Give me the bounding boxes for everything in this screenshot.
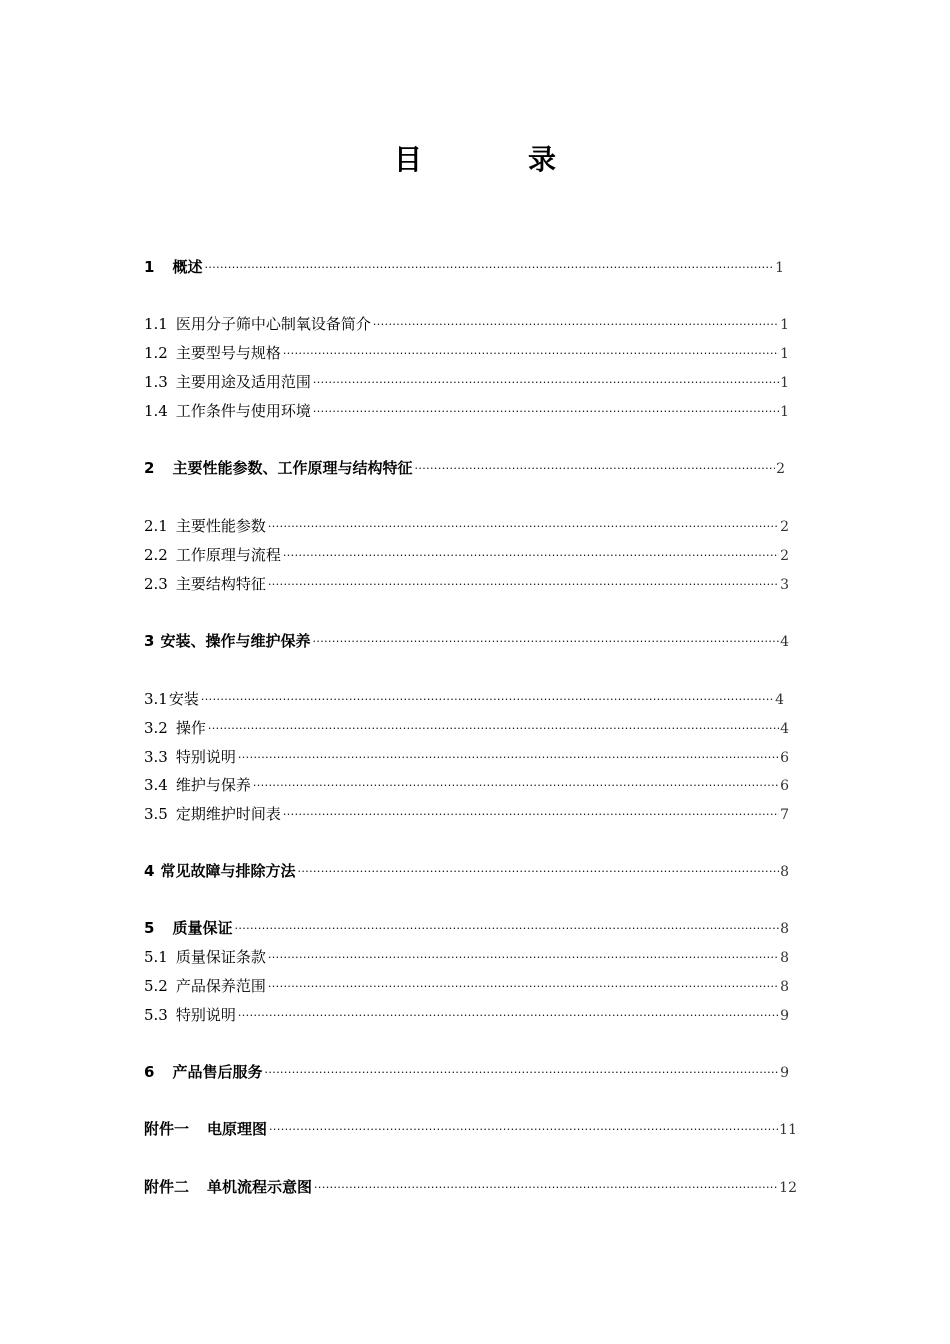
toc-entry-title: 安装、操作与维护保养 <box>160 632 311 650</box>
toc-entry-number: 1.3 <box>144 373 168 391</box>
toc-entry-page: 1 <box>780 404 789 420</box>
toc-entry-page: 8 <box>780 979 789 995</box>
toc-entry-page: 7 <box>780 807 789 823</box>
toc-entry[interactable] <box>144 774 789 796</box>
toc-entry-title: 主要结构特征 <box>175 575 266 593</box>
toc-entry-page: 1 <box>780 375 789 391</box>
toc-entry[interactable] <box>144 400 789 422</box>
toc-entry[interactable] <box>144 860 789 882</box>
toc-entry-number: 附件一 <box>144 1120 190 1138</box>
toc-entry-title: 常见故障与排除方法 <box>160 862 296 880</box>
toc-entry-page: 4 <box>780 721 789 737</box>
toc-entry[interactable] <box>144 630 789 652</box>
toc-entry-number: 1.4 <box>144 402 168 420</box>
toc-entry-label <box>144 975 268 996</box>
toc-leader-dots <box>414 463 775 474</box>
toc-entry-number: 3.3 <box>144 748 168 766</box>
toc-leader-dots <box>313 406 779 417</box>
toc-entry-page: 1 <box>775 260 784 276</box>
toc-entry-title: 工作原理与流程 <box>175 546 281 564</box>
toc-entry-label <box>144 573 268 594</box>
toc-entry-title: 定期维护时间表 <box>175 805 281 823</box>
toc-entry-title: 特别说明 <box>175 748 236 766</box>
toc-entry[interactable] <box>144 946 789 968</box>
toc-entry-title: 电原理图 <box>207 1120 268 1138</box>
toc-entry-label <box>144 256 204 277</box>
toc-entry-number: 3.1 <box>144 690 168 708</box>
toc-entry-label <box>144 544 283 565</box>
toc-leader-dots <box>268 521 779 532</box>
toc-entry[interactable] <box>144 573 789 595</box>
toc-entry-page: 6 <box>780 778 789 794</box>
toc-entry-label <box>144 1176 314 1197</box>
page-title <box>0 138 950 178</box>
toc-entry[interactable] <box>144 717 789 739</box>
toc-entry-page: 12 <box>779 1180 797 1196</box>
toc-entry-number: 3.5 <box>144 805 168 823</box>
toc-entry-title: 特别说明 <box>175 1006 236 1024</box>
toc-leader-dots <box>373 319 779 330</box>
toc-entry-title: 工作条件与使用环境 <box>175 402 311 420</box>
toc-entry-number: 3 <box>144 632 155 650</box>
toc-entry-label <box>144 717 208 738</box>
toc-entry-title: 产品售后服务 <box>172 1063 263 1081</box>
toc-leader-dots <box>253 780 779 791</box>
toc-entry-page: 8 <box>780 950 789 966</box>
toc-entry-number: 2 <box>144 459 155 477</box>
toc-entry-label <box>144 803 283 824</box>
toc-entry-number: 4 <box>144 862 155 880</box>
toc-entry-label <box>144 1118 269 1139</box>
toc-leader-dots <box>283 550 779 561</box>
toc-entry-label <box>144 917 234 938</box>
toc-entry-page: 1 <box>780 317 789 333</box>
toc-entry-title: 主要性能参数 <box>175 517 266 535</box>
toc-entry-title: 维护与保养 <box>175 776 251 794</box>
toc-entry[interactable] <box>144 313 789 335</box>
toc-entry-label <box>144 774 253 795</box>
toc-leader-dots <box>264 1067 779 1078</box>
page-title-left: 目 <box>393 143 422 176</box>
toc-entry-label <box>144 1061 264 1082</box>
toc-leader-dots <box>268 981 779 992</box>
toc-leader-dots <box>208 723 779 734</box>
toc-entry-title: 操作 <box>175 719 206 737</box>
toc-entry-number: 1 <box>144 258 155 276</box>
toc-leader-dots <box>269 1124 778 1135</box>
toc-entry-label <box>144 860 297 881</box>
toc-entry-page: 2 <box>776 461 785 477</box>
toc-entry[interactable] <box>144 1004 789 1026</box>
toc-entry[interactable] <box>144 544 789 566</box>
toc-entry-title: 概述 <box>172 258 203 276</box>
toc-entry[interactable] <box>144 256 784 278</box>
toc-leader-dots <box>314 1182 778 1193</box>
toc-entry-page: 6 <box>780 750 789 766</box>
toc-entry[interactable] <box>144 1061 789 1083</box>
toc-entry-number: 3.2 <box>144 719 168 737</box>
toc-entry-label <box>144 746 238 767</box>
toc-entry[interactable] <box>144 975 789 997</box>
toc-leader-dots <box>268 579 779 590</box>
toc-entry-title: 质量保证 <box>172 919 233 937</box>
toc-entry-label <box>144 630 312 651</box>
toc-entry-label <box>144 400 313 421</box>
toc-leader-dots <box>313 377 779 388</box>
toc-entry-page: 1 <box>780 346 789 362</box>
toc-entry-label <box>144 342 283 363</box>
toc-entry-title: 产品保养范围 <box>175 977 266 995</box>
toc-entry-page: 9 <box>780 1065 789 1081</box>
toc-entry-number: 6 <box>144 1063 155 1081</box>
toc-entry-page: 2 <box>780 519 789 535</box>
toc-leader-dots <box>283 348 779 359</box>
toc-entry-label <box>144 371 313 392</box>
toc-entry[interactable] <box>144 457 785 479</box>
toc-entry[interactable] <box>144 342 789 364</box>
toc-entry-title: 质量保证条款 <box>175 948 266 966</box>
toc-entry-label <box>144 946 268 967</box>
toc-entry-label <box>144 1004 238 1025</box>
toc-entry-page: 8 <box>780 864 789 880</box>
toc-entry[interactable] <box>144 371 789 393</box>
toc-entry-number: 附件二 <box>144 1178 190 1196</box>
toc-leader-dots <box>204 262 774 273</box>
toc-entry[interactable] <box>144 515 789 537</box>
toc-leader-dots <box>268 952 779 963</box>
toc-entry-title: 安装 <box>168 690 199 708</box>
toc-leader-dots <box>297 866 779 877</box>
toc-entry-number: 2.3 <box>144 575 168 593</box>
toc-entry-page: 2 <box>780 548 789 564</box>
toc-entry-number: 3.4 <box>144 776 168 794</box>
toc-entry-page: 9 <box>780 1008 789 1024</box>
toc-entry-page: 3 <box>780 577 789 593</box>
toc-entry-label <box>144 313 373 334</box>
toc-entry-number: 5 <box>144 919 155 937</box>
toc-entry-number: 2.2 <box>144 546 168 564</box>
toc-leader-dots <box>234 923 779 934</box>
toc-entry[interactable] <box>144 917 789 939</box>
toc-leader-dots <box>283 809 779 820</box>
page-title-right: 录 <box>528 143 557 176</box>
toc-entry[interactable] <box>144 1176 797 1198</box>
toc-leader-dots <box>201 694 774 705</box>
toc-entry-label <box>144 515 268 536</box>
toc-entry-label <box>144 688 201 709</box>
toc-entry[interactable] <box>144 803 789 825</box>
toc-entry[interactable] <box>144 1118 797 1140</box>
toc-entry-title: 单机流程示意图 <box>207 1178 313 1196</box>
toc-entry[interactable] <box>144 746 789 768</box>
toc-entry-number: 1.1 <box>144 315 168 333</box>
toc-leader-dots <box>238 752 779 763</box>
toc-entry-page: 4 <box>775 692 784 708</box>
toc-leader-dots <box>238 1010 779 1021</box>
toc-entry-number: 5.2 <box>144 977 168 995</box>
toc-entry-page: 4 <box>780 634 789 650</box>
toc-entry-number: 5.1 <box>144 948 168 966</box>
toc-entry-page: 11 <box>779 1122 797 1138</box>
toc-entry-title: 主要用途及适用范围 <box>175 373 311 391</box>
toc-entry-title: 主要性能参数、工作原理与结构特征 <box>172 459 413 477</box>
toc-entry-title: 主要型号与规格 <box>175 344 281 362</box>
toc-entry[interactable] <box>144 688 784 710</box>
toc-entry-number: 2.1 <box>144 517 168 535</box>
toc-leader-dots <box>312 636 779 647</box>
toc-entry-page: 8 <box>780 921 789 937</box>
toc-entry-label <box>144 457 414 478</box>
toc-entry-title: 医用分子筛中心制氧设备简介 <box>175 315 371 333</box>
toc-entry-number: 5.3 <box>144 1006 168 1024</box>
toc-entry-number: 1.2 <box>144 344 168 362</box>
